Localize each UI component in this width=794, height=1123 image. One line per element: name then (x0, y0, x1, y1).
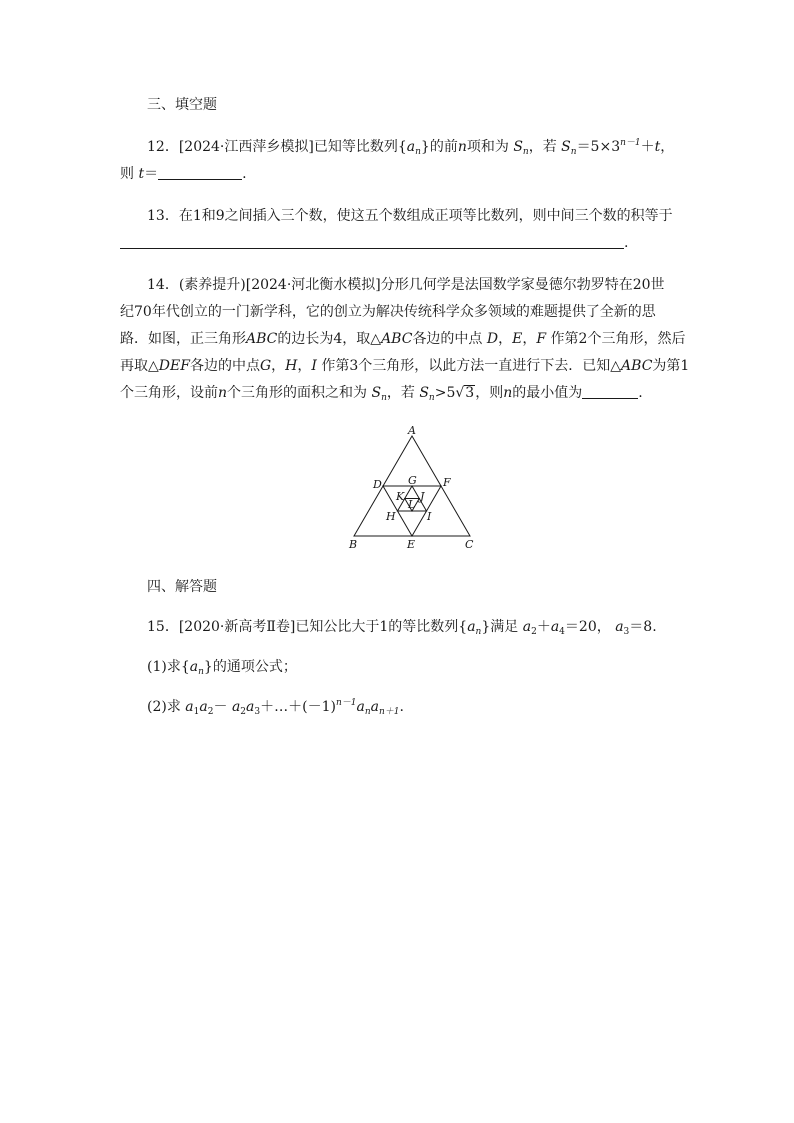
question-14-line-3: 路．如图，正三角形ABC的边长为4，取△ABC各边的中点 D，E，F 作第2个三角形，然后 (120, 331, 686, 347)
section-title-fill-in: 三、填空题 (147, 97, 217, 113)
question-14-line-4: 再取△DEF各边的中点G，H，I 作第3个三角形，以此方法一直进行下去．已知△ABC为第1 (120, 358, 690, 374)
label-l: L (408, 498, 416, 511)
question-15-line-1: 15．[2020·新高考Ⅱ卷]已知公比大于1的等比数列$\{a_n\}$满足 $a_2+a_4=20$， $a_3=8$. (147, 619, 657, 637)
label-d: D (373, 478, 382, 491)
question-12-line-2: 则 t＝ . (120, 166, 247, 182)
label-k: K (396, 490, 405, 503)
question-14-line-2: 纪70年代创立的一门新学科，它的创立为解决传统科学众多领域的难题提供了全新的思 (120, 304, 656, 320)
label-f: F (443, 476, 451, 489)
answer-blank-13 (120, 234, 624, 249)
question-14-line-5: 个三角形，设前n个三角形的面积之和为 $S_n$，若 $S_n>5√3$，则n的最小值为 . (120, 385, 643, 403)
label-e: E (407, 538, 416, 551)
question-12-line-1: 12．[2024·江西萍乡模拟]已知等比数列$\{a_n\}$的前n项和为 $S_n$，若 $S_n=5\times 3^{n-1}+t$， (147, 138, 675, 157)
question-14-line-1: 14．(素养提升)[2024·河北衡水模拟]分形几何学是法国数学家曼德尔勃罗特在20世 (147, 277, 665, 293)
label-c: C (465, 538, 474, 551)
answer-blank-12 (158, 165, 242, 180)
label-j: J (420, 490, 425, 503)
question-13-line-1: 13．在1和9之间插入三个数，使这五个数组成正项等比数列，则中间三个数的积等于 (147, 208, 673, 224)
sqrt-three: √3 (455, 385, 475, 401)
label-a: A (408, 424, 416, 437)
question-15-part-1: (1)求$\{a_n\}$的通项公式； (147, 659, 297, 677)
fractal-triangle-figure (342, 424, 482, 554)
question-15-part-2: (2)求 $a_1a_2-$ $a_2a_3+\dots+(-1)^{n-1}a_na_{n+1}$. (147, 698, 404, 717)
section-title-solve: 四、解答题 (147, 579, 217, 595)
label-i: I (427, 510, 432, 523)
label-b: B (349, 538, 358, 551)
answer-blank-14 (582, 384, 638, 399)
label-g: G (408, 474, 417, 487)
label-h: H (386, 510, 396, 523)
question-13-line-2: . (120, 233, 628, 253)
